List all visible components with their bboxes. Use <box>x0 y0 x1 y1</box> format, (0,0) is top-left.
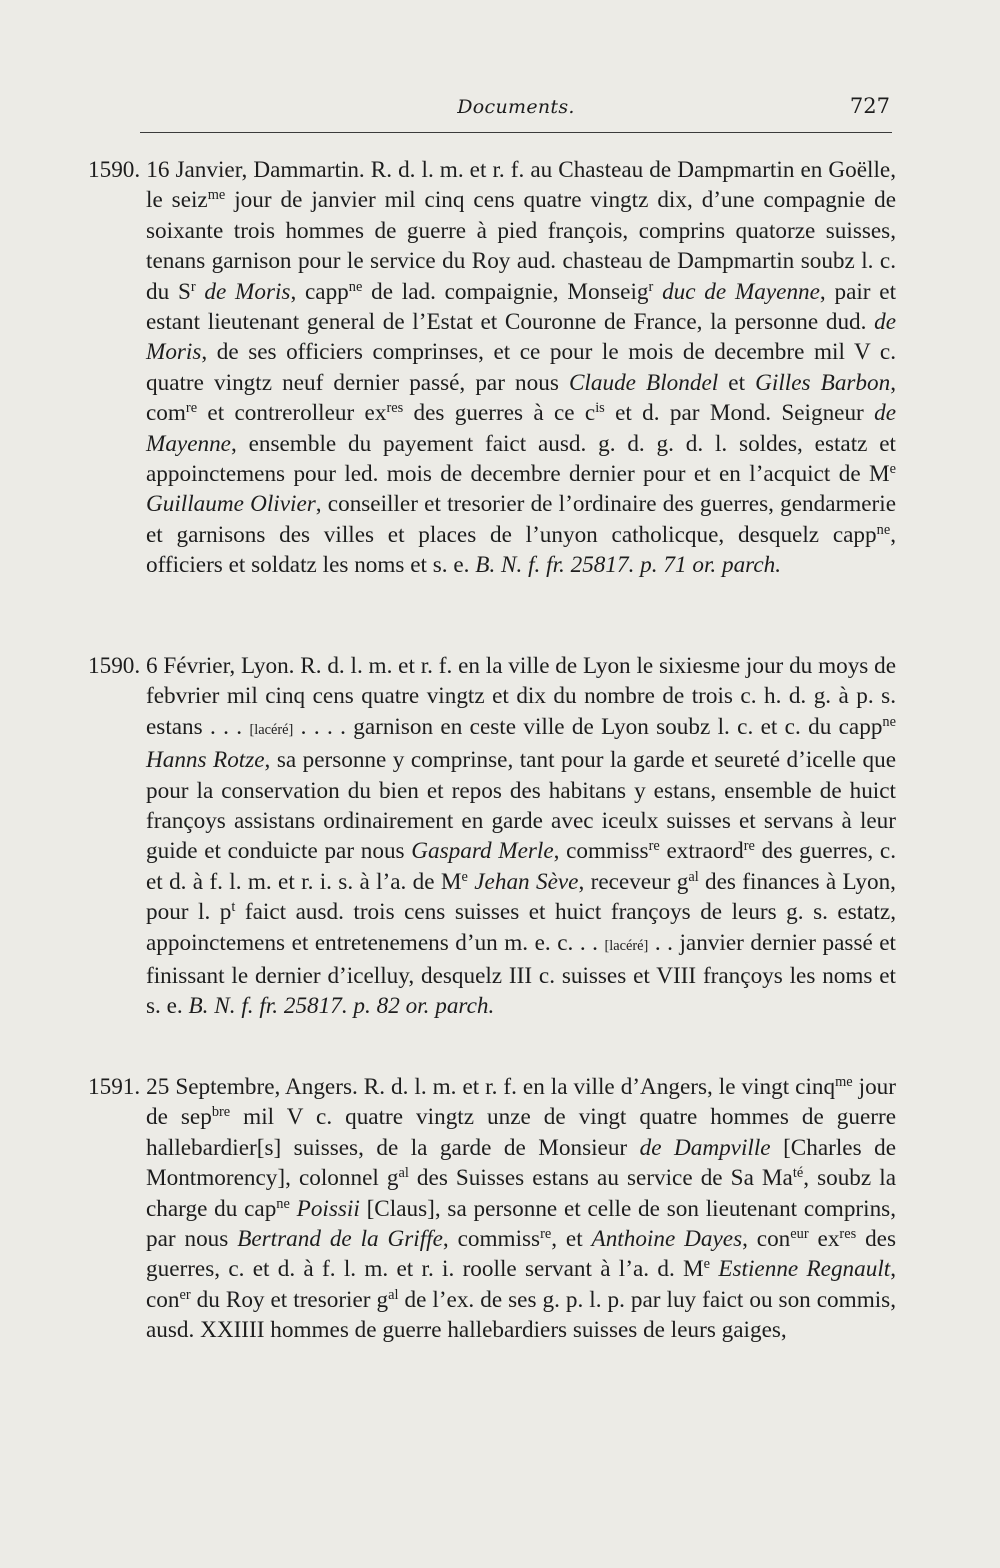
superscript: r <box>648 278 654 295</box>
superscript: al <box>398 1165 409 1182</box>
italic-run: Poissii <box>296 1195 360 1222</box>
text-run: , sa personne y comprinse, tant pour la garde et seureté d’icelle que pour la conservation du bien et repos des habitans y estans, ensemble de huict françoys assistans ordinairement en garde avec iceulx suisses et servans à leur guide et conduicte par nous <box>146 747 896 865</box>
entry-paragraph <box>88 1072 896 1346</box>
superscript: e <box>889 461 896 478</box>
superscript: t <box>231 899 236 916</box>
superscript: re <box>743 838 755 855</box>
entry-year: 1591. <box>88 1074 141 1100</box>
text-run: , pair et estant lieutenant general de l’Estat et Couronne de France, la personne dud. <box>146 278 897 336</box>
text-run: des finances à Lyon, pour l. p <box>146 868 896 926</box>
italic-run: de Moris <box>146 309 896 366</box>
italic-run: B. N. f. fr. 25817. p. 82 or. parch. <box>188 993 495 1020</box>
italic-run: Jehan Sève <box>474 868 579 895</box>
text-run: , com <box>146 369 897 427</box>
superscript: ne <box>876 521 891 538</box>
italic-run: Hanns Rotze <box>146 747 265 774</box>
text-run: des guerres à ce c <box>403 400 596 427</box>
text-run: jour de sep <box>146 1074 896 1131</box>
text-run: 16 Janvier, Dammartin. R. d. l. m. et r. f. au Chasteau de Dampmartin en Goëlle, le seiz <box>140 157 896 214</box>
document-entry <box>88 155 896 581</box>
italic-run: de Mayenne <box>146 400 896 457</box>
superscript: e <box>703 1256 711 1273</box>
text-run: et d. par Mond. Seigneur <box>604 400 875 427</box>
text-run: . . janvier dernier passé et finissant le dernier d’icelluy, desquelz III c. suisses et VIII françoys les noms et s. e. <box>146 929 897 1020</box>
superscript: r <box>190 278 196 295</box>
superscript: al <box>688 868 699 885</box>
text-run: , officiers et soldatz les noms et s. e. <box>146 521 896 579</box>
page-number: 727 <box>849 94 890 118</box>
text-run: faict ausd. trois cens suisses et huict françoys de leurs g. s. estatz, appoinctemens et entretenemens d’un m. e. c. . . <box>146 899 896 956</box>
italic-run: Anthoine Dayes <box>591 1226 743 1253</box>
superscript: ne <box>276 1195 290 1212</box>
editorial-note: [lacéré] <box>604 937 649 954</box>
entry-year: 1590. <box>88 653 141 679</box>
document-entry <box>88 651 896 1022</box>
superscript: re <box>540 1226 552 1243</box>
text-run <box>290 1196 297 1222</box>
text-run: , receveur g <box>578 868 689 895</box>
text-run: ex <box>808 1226 840 1253</box>
italic-run: Claude Blondel <box>568 369 719 396</box>
document-entry <box>88 1072 896 1346</box>
text-run: [Claus], sa personne et celle de son lieutenant comprins, par nous <box>146 1195 897 1253</box>
text-run: , conseiller et tresorier de l’ordinaire des guerres, gendarmerie et garnisons des villes et places de l’unyon catholicque, desquelz capp <box>146 491 896 548</box>
superscript: ne <box>882 713 896 730</box>
text-run: , con <box>146 1256 897 1313</box>
text-run: et contrerolleur ex <box>197 400 387 427</box>
text-run: , con <box>742 1226 791 1253</box>
italic-run: Estienne Regnault <box>718 1256 891 1283</box>
text-run: jour de janvier mil cinq cens quatre vingtz dix, d’une compagnie de soixante trois hommes de guerre à pied françois, comprins quatorze suisses, tenans garnison pour le service du Roy aud. chasteau de Dampmartin soubz l. c. du S <box>146 187 896 305</box>
superscript: eur <box>790 1226 809 1243</box>
text-run: des guerres, c. et d. à f. l. m. et r. i. roolle servant à l’a. d. M <box>146 1226 896 1283</box>
superscript: me <box>835 1074 853 1091</box>
entry-year: 1590. <box>88 157 141 183</box>
text-run: extraord <box>659 838 744 865</box>
superscript: is <box>595 400 605 417</box>
superscript: al <box>388 1286 399 1303</box>
text-run: [Charles de Montmorency], colonnel g <box>146 1134 896 1192</box>
text-run: et <box>718 369 756 396</box>
superscript: er <box>179 1286 191 1303</box>
text-run: des Suisses estans au service de Sa Ma <box>408 1165 793 1192</box>
italic-run: B. N. f. fr. 25817. p. 71 or. parch. <box>475 552 782 579</box>
entry-paragraph <box>88 651 896 1022</box>
superscript: res <box>386 400 404 417</box>
text-run: , soubz la charge du cap <box>146 1165 896 1222</box>
text-run: , commiss <box>442 1226 541 1253</box>
superscript: res <box>839 1226 857 1243</box>
italic-run: Gilles Barbon <box>755 369 891 396</box>
superscript: me <box>207 187 226 204</box>
text-run: mil V c. quatre vingtz unze de vingt quatre hommes de guerre hallebardier[s] suisses, de la garde de Monsieur <box>146 1104 896 1161</box>
italic-run: duc de Mayenne <box>662 278 820 305</box>
superscript: ne <box>348 278 363 295</box>
italic-run: Bertrand de la Griffe <box>237 1226 443 1253</box>
header-rule <box>140 132 892 133</box>
text-run: de lad. compaignie, Monseig <box>362 278 649 305</box>
text-run: 25 Septembre, Angers. R. d. l. m. et r. f. en la ville d’Angers, le vingt cinq <box>140 1074 836 1100</box>
text-run: . . . . garnison en ceste ville de Lyon soubz l. c. et c. du capp <box>293 713 883 740</box>
superscript: re <box>185 400 198 417</box>
italic-run: Guillaume Olivier <box>146 491 316 518</box>
text-run: , capp <box>290 278 349 305</box>
editorial-note: [lacéré] <box>249 721 294 738</box>
text-run: 6 Février, Lyon. R. d. l. m. et r. f. en la ville de Lyon le sixiesme jour du moys de febvrier mil cinq cens quatre vingtz et dix du nombre de trois c. h. d. g. à p. s. estans . . . <box>140 653 896 740</box>
superscript: té <box>792 1165 804 1182</box>
text-run: , commiss <box>553 838 649 865</box>
text-run: des guerres, c. et d. à f. l. m. et r. i. s. à l’a. de M <box>146 838 896 895</box>
italic-run: de Dampville <box>639 1134 771 1161</box>
text-run: , et <box>551 1226 592 1253</box>
text-run: , ensemble du payement faict ausd. g. d. g. d. l. soldes, estatz et appoinctemens pour led. mois de decembre dernier pour et en l’acquict de M <box>146 430 896 488</box>
entry-paragraph <box>88 155 896 581</box>
superscript: bre <box>211 1104 231 1121</box>
italic-run: Gaspard Merle <box>411 838 554 865</box>
italic-run: de Moris <box>204 278 291 305</box>
superscript: re <box>648 838 660 855</box>
text-run <box>653 279 662 305</box>
superscript: e <box>461 868 468 885</box>
text-run: , de ses officiers comprinses, et ce pour le mois de decembre mil V c. quatre vingtz neuf dernier passé, par nous <box>146 339 896 396</box>
text-run: du Roy et tresorier g <box>190 1286 389 1313</box>
text-run: de l’ex. de ses g. p. l. p. par luy faict ou son commis, ausd. XXIIII hommes de guerre hallebardiers suisses de leurs gaiges, <box>146 1286 896 1344</box>
running-title: Documents. <box>457 96 575 118</box>
page-header <box>140 92 892 128</box>
